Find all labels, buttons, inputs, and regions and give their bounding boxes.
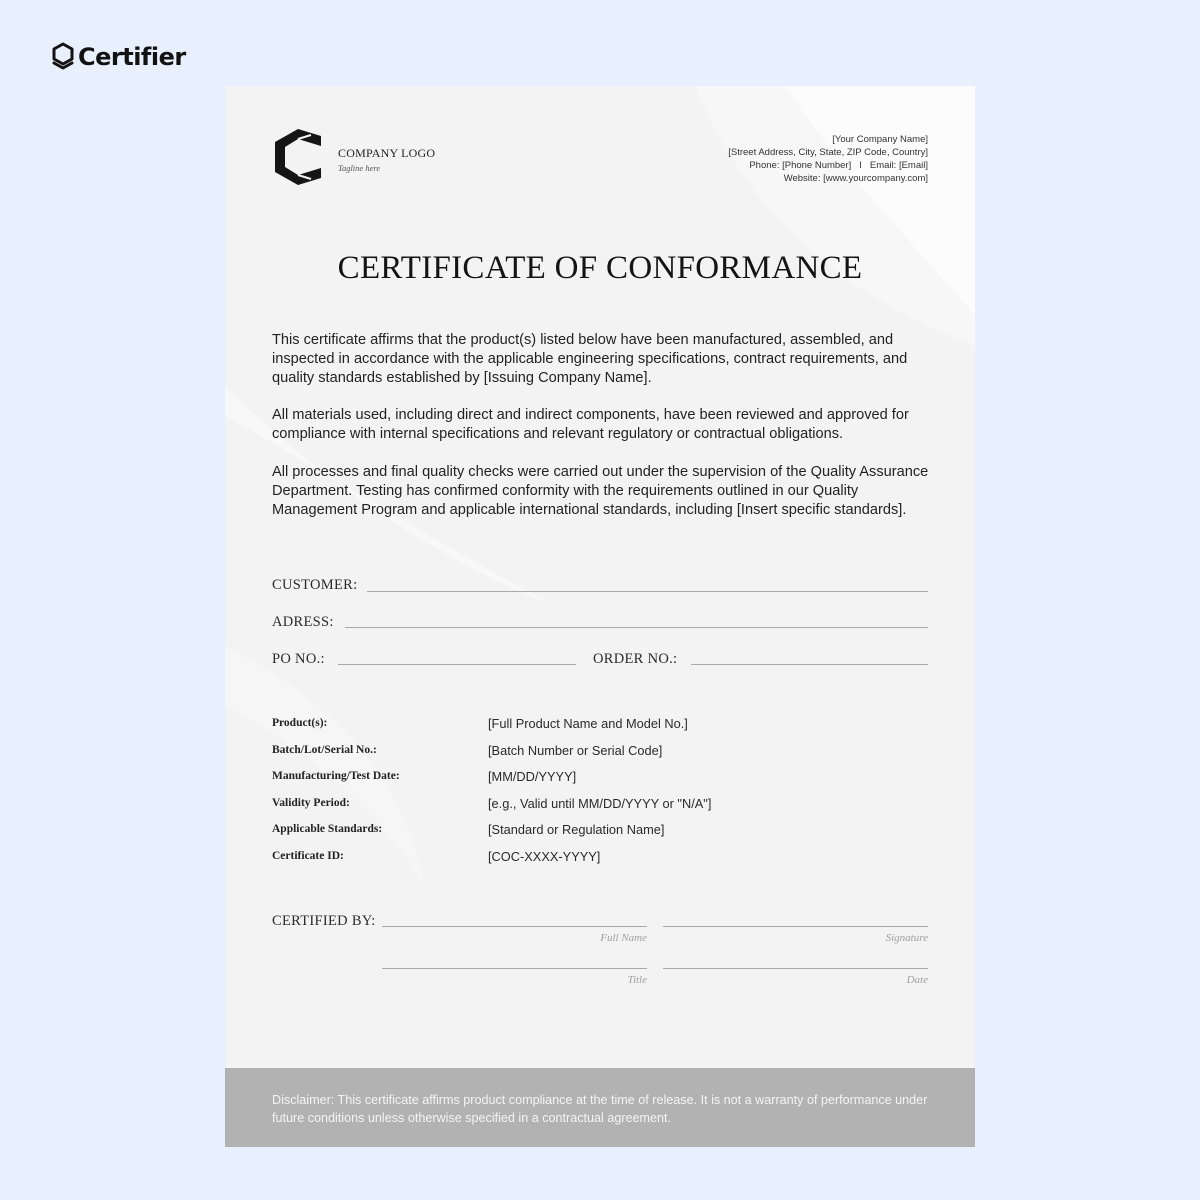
certified-by-label: CERTIFIED BY:	[272, 913, 376, 929]
signature-caption: Signature	[885, 932, 928, 944]
detail-value: [e.g., Valid until MM/DD/YYYY or "N/A"]	[488, 795, 712, 811]
customer-field-line[interactable]	[367, 591, 928, 592]
po-number-label: PO NO.:	[272, 651, 325, 667]
title-line[interactable]	[382, 968, 647, 969]
detail-label: Applicable Standards:	[272, 823, 383, 835]
detail-label: Product(s):	[272, 717, 328, 729]
company-phone-email	[728, 159, 928, 172]
background-wave-decoration	[225, 86, 975, 1147]
company-contact-block	[728, 133, 928, 185]
company-logo-title: COMPANY LOGO	[338, 146, 436, 160]
detail-value: [Batch Number or Serial Code]	[488, 742, 663, 758]
certifier-logo-icon	[52, 42, 74, 72]
detail-label: Certificate ID:	[272, 849, 344, 862]
disclaimer-text: Disclaimer: This certificate affirms product compliance at the time of release. It is not a warranty of performance under future conditions unless otherwise specified in a contractual agreement.	[272, 1093, 928, 1125]
company-logo-icon	[271, 128, 325, 191]
address-label: ADRESS:	[272, 614, 334, 630]
signature-line[interactable]	[663, 926, 928, 927]
customer-label: CUSTOMER:	[272, 577, 358, 593]
company-address: [Street Address, City, State, ZIP Code, Country]	[728, 147, 928, 158]
title-caption: Title	[627, 974, 647, 986]
address-field-line[interactable]	[345, 627, 928, 628]
order-number-label: ORDER NO.:	[593, 651, 678, 667]
contact-separator: I	[859, 160, 862, 171]
detail-value: [COC-XXXX-YYYY]	[488, 848, 601, 864]
disclaimer-bar	[225, 1068, 975, 1147]
company-tagline: Tagline here	[338, 163, 381, 173]
certificate-title: CERTIFICATE OF CONFORMANCE	[337, 250, 863, 286]
detail-value: [MM/DD/YYYY]	[488, 769, 577, 784]
paragraph-processes: All processes and final quality checks were carried out under the supervision of the Quality Assurance Department. Testing has confirmed conformity with the requirements outlined in our Quality Management Program and applicable international standards, including [Insert specific standards].	[272, 464, 929, 518]
company-name: [Your Company Name]	[832, 134, 928, 145]
detail-label: Batch/Lot/Serial No.:	[272, 743, 377, 756]
date-caption: Date	[906, 974, 928, 986]
certificate-document	[225, 86, 975, 1147]
date-line[interactable]	[663, 968, 928, 969]
full-name-line[interactable]	[382, 926, 647, 927]
order-number-field-line[interactable]	[691, 664, 928, 665]
detail-label: Manufacturing/Test Date:	[272, 770, 400, 782]
paragraph-compliance: This certificate affirms that the product(s) listed below have been manufactured, assembled, and inspected in accordance with the applicable engineering specifications, contract requirements, and quality standards established by [Issuing Company Name].	[272, 332, 908, 386]
brand	[52, 40, 186, 74]
paragraph-materials: All materials used, including direct and indirect components, have been reviewed and approved for compliance with internal specifications and relevant regulatory or contractual obligations.	[272, 407, 909, 442]
company-email: Email: [Email]	[869, 160, 928, 171]
detail-label: Validity Period:	[272, 796, 350, 809]
brand-name: Certifier	[78, 43, 186, 71]
company-website: Website: [www.yourcompany.com]	[783, 173, 928, 184]
company-logo-text	[338, 146, 435, 173]
po-number-field-line[interactable]	[338, 664, 576, 665]
detail-value: [Full Product Name and Model No.]	[488, 716, 688, 731]
full-name-caption: Full Name	[600, 932, 647, 944]
detail-value: [Standard or Regulation Name]	[488, 822, 665, 837]
company-phone: Phone: [Phone Number]	[749, 160, 852, 171]
